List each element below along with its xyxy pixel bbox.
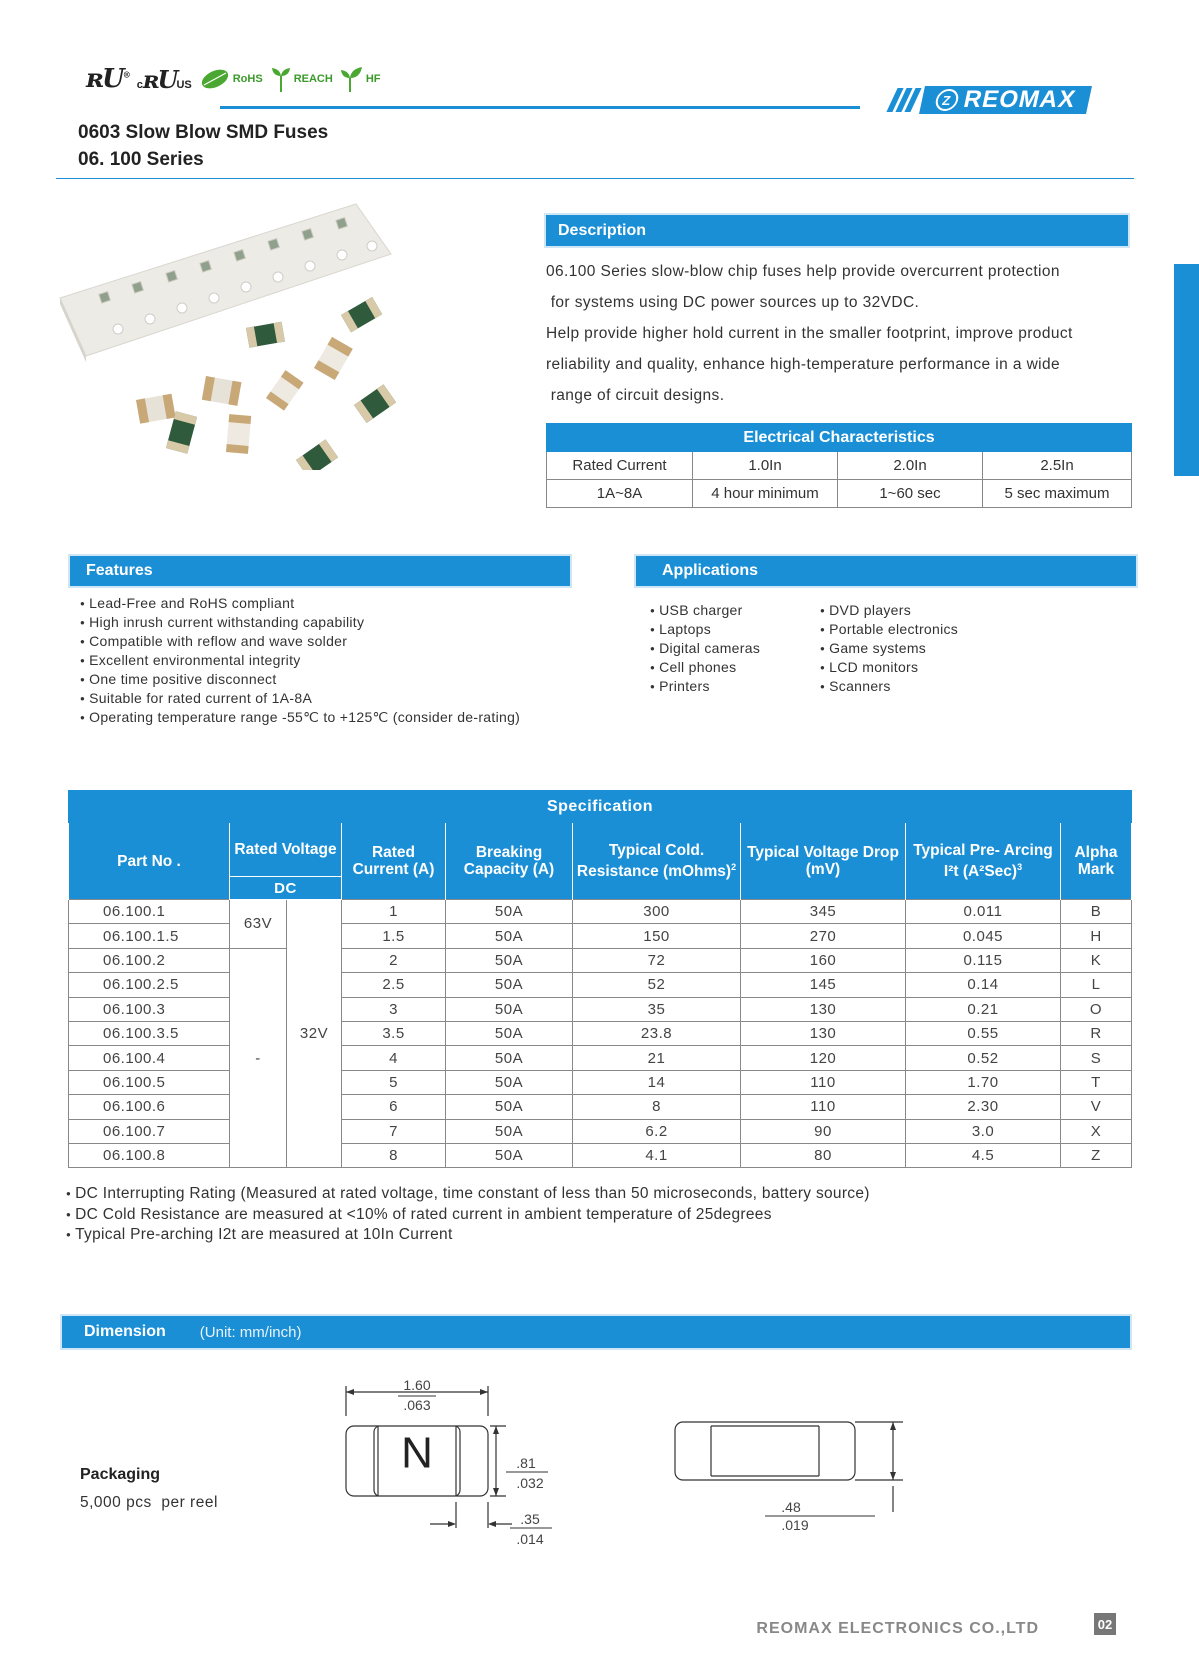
part-number: 06.100.2.5 xyxy=(69,973,230,997)
terminal-in: .014 xyxy=(516,1531,544,1547)
breaking-capacity: 50A xyxy=(446,1046,573,1070)
table-cell: 2.0In xyxy=(838,452,983,480)
description-line: for systems using DC power sources up to 32VDC. xyxy=(546,294,920,311)
alpha-mark: L xyxy=(1061,973,1132,997)
part-number: 06.100.7 xyxy=(69,1119,230,1143)
pre-arcing: 0.045 xyxy=(906,924,1061,948)
packaging-label: Packaging xyxy=(80,1466,161,1483)
rated-current: 5 xyxy=(342,1070,446,1094)
product-photo xyxy=(56,200,416,470)
part-number: 06.100.2 xyxy=(69,948,230,972)
voltage-drop: 120 xyxy=(741,1046,906,1070)
col-pre-arcing xyxy=(906,823,1061,900)
pre-arcing: 0.21 xyxy=(906,997,1061,1021)
cold-resistance: 14 xyxy=(573,1070,741,1094)
hf-logo: HF xyxy=(341,66,381,92)
list-item: ● Printers xyxy=(650,677,760,696)
list-item: ● Operating temperature range -55℃ to +125℃ (consider de-rating) xyxy=(80,708,520,727)
part-number: 06.100.1.5 xyxy=(69,924,230,948)
cold-resistance: 300 xyxy=(573,900,741,924)
rated-current: 8 xyxy=(342,1143,446,1167)
certification-logos xyxy=(86,62,380,96)
brand-mark: Z xyxy=(933,89,960,111)
alpha-mark: K xyxy=(1061,948,1132,972)
description-line: range of circuit designs. xyxy=(546,387,725,404)
breaking-capacity: 50A xyxy=(446,1070,573,1094)
brand-box xyxy=(919,86,1092,114)
table-row xyxy=(69,1095,1132,1119)
list-item: ● DVD players xyxy=(820,601,958,620)
page-number: 02 xyxy=(1094,1613,1116,1635)
cul-logo: cʀUUS xyxy=(136,64,192,94)
note-item: ● DC Interrupting Rating (Measured at rated voltage, time constant of less than 50 microseconds, battery source) xyxy=(66,1184,870,1205)
table-row xyxy=(547,452,1132,480)
voltage-drop: 90 xyxy=(741,1119,906,1143)
breaking-capacity: 50A xyxy=(446,1143,573,1167)
list-item: ● Scanners xyxy=(820,677,958,696)
table-row xyxy=(69,1119,1132,1143)
pre-arcing: 0.14 xyxy=(906,973,1061,997)
alpha-mark: H xyxy=(1061,924,1132,948)
alpha-mark: O xyxy=(1061,997,1132,1021)
pre-arcing: 0.52 xyxy=(906,1046,1061,1070)
table-row xyxy=(69,924,1132,948)
list-item: ● Compatible with reflow and wave solder xyxy=(80,632,520,651)
header-rule xyxy=(220,106,860,109)
note-item: ● Typical Pre-arching I2t are measured at 10In Current xyxy=(66,1225,870,1246)
part-number: 06.100.4 xyxy=(69,1046,230,1070)
packaging-value: 5,000 pcs per reel xyxy=(80,1494,218,1511)
note-item: ● DC Cold Resistance are measured at <10% of rated current in ambient temperature of 25degrees xyxy=(66,1205,870,1226)
rated-current: 2.5 xyxy=(342,973,446,997)
voltage-drop: 110 xyxy=(741,1095,906,1119)
features-list xyxy=(80,594,520,727)
pre-arcing: 0.55 xyxy=(906,1021,1061,1045)
breaking-capacity: 50A xyxy=(446,997,573,1021)
electrical-characteristics-table xyxy=(546,423,1132,508)
part-number: 06.100.3 xyxy=(69,997,230,1021)
col-dc: DC xyxy=(230,877,342,900)
voltage-drop: 160 xyxy=(741,948,906,972)
alpha-mark: T xyxy=(1061,1070,1132,1094)
table-row xyxy=(69,900,1132,924)
breaking-capacity: 50A xyxy=(446,973,573,997)
footer-company: REOMAX ELECTRONICS CO.,LTD xyxy=(756,1620,1039,1637)
alpha-mark: S xyxy=(1061,1046,1132,1070)
length-in: .063 xyxy=(403,1397,431,1413)
list-item: ● One time positive disconnect xyxy=(80,670,520,689)
rated-current: 6 xyxy=(342,1095,446,1119)
specification-heading: Specification xyxy=(69,791,1132,823)
height-in: .019 xyxy=(781,1517,809,1532)
cold-resistance-sup: 2 xyxy=(731,861,737,872)
table-cell: 4 hour minimum xyxy=(693,480,838,508)
rated-current: 1 xyxy=(342,900,446,924)
voltage-32: 32V xyxy=(287,900,342,1168)
pre-arcing: 0.011 xyxy=(906,900,1061,924)
list-item: ● Suitable for rated current of 1A-8A xyxy=(80,689,520,708)
voltage-drop: 130 xyxy=(741,1021,906,1045)
specification-notes xyxy=(66,1184,870,1246)
rohs-logo: RoHS xyxy=(200,68,263,90)
rated-current: 3 xyxy=(342,997,446,1021)
voltage-drop: 270 xyxy=(741,924,906,948)
part-number: 06.100.3.5 xyxy=(69,1021,230,1045)
table-row xyxy=(69,973,1132,997)
table-row xyxy=(69,948,1132,972)
pre-arcing: 3.0 xyxy=(906,1119,1061,1143)
ul-logo: ʀU® xyxy=(86,64,129,94)
rated-current: 3.5 xyxy=(342,1021,446,1045)
series-title: 06. 100 Series xyxy=(78,149,204,170)
list-item: ● LCD monitors xyxy=(820,658,958,677)
terminal-mm: .35 xyxy=(520,1511,540,1527)
cold-resistance: 52 xyxy=(573,973,741,997)
list-item: ● Game systems xyxy=(820,639,958,658)
col-alpha-mark: Alpha Mark xyxy=(1061,823,1132,900)
applications-heading: Applications xyxy=(636,556,1136,586)
description-text xyxy=(546,256,1136,411)
table-cell: 1.0In xyxy=(693,452,838,480)
pre-arcing: 0.115 xyxy=(906,948,1061,972)
pre-arcing-sup: 3 xyxy=(1017,861,1023,872)
rated-current: 2 xyxy=(342,948,446,972)
voltage-drop: 345 xyxy=(741,900,906,924)
list-item: ● Cell phones xyxy=(650,658,760,677)
description-heading: Description xyxy=(546,215,1128,246)
brand-logo xyxy=(892,86,1089,114)
length-mm: 1.60 xyxy=(403,1377,431,1393)
table-row xyxy=(69,997,1132,1021)
alpha-mark: V xyxy=(1061,1095,1132,1119)
alpha-mark: X xyxy=(1061,1119,1132,1143)
table-cell: 1~60 sec xyxy=(838,480,983,508)
electrical-heading: Electrical Characteristics xyxy=(547,424,1132,452)
col-breaking-capacity: Breaking Capacity (A) xyxy=(446,823,573,900)
applications-list-2 xyxy=(820,601,958,696)
breaking-capacity: 50A xyxy=(446,924,573,948)
voltage-drop: 80 xyxy=(741,1143,906,1167)
carrier-tape xyxy=(60,204,391,362)
width-mm: .81 xyxy=(516,1455,536,1471)
applications-list-1 xyxy=(650,601,760,696)
alpha-mark: R xyxy=(1061,1021,1132,1045)
rated-current: 4 xyxy=(342,1046,446,1070)
description-line: Help provide higher hold current in the smaller footprint, improve product xyxy=(546,325,1073,342)
breaking-capacity: 50A xyxy=(446,1095,573,1119)
pre-arcing: 2.30 xyxy=(906,1095,1061,1119)
part-number: 06.100.8 xyxy=(69,1143,230,1167)
list-item: ● Portable electronics xyxy=(820,620,958,639)
cold-resistance: 35 xyxy=(573,997,741,1021)
list-item: ● High inrush current withstanding capability xyxy=(80,613,520,632)
breaking-capacity: 50A xyxy=(446,948,573,972)
dimension-unit: (Unit: mm/inch) xyxy=(199,1323,302,1341)
list-item: ● Excellent environmental integrity xyxy=(80,651,520,670)
dimension-heading xyxy=(62,1316,1130,1348)
cold-resistance: 150 xyxy=(573,924,741,948)
description-line: 06.100 Series slow-blow chip fuses help provide overcurrent protection xyxy=(546,263,1060,280)
top-view-drawing xyxy=(340,1372,600,1552)
col-part-no: Part No . xyxy=(69,823,230,900)
height-mm: .48 xyxy=(781,1499,801,1515)
voltage-drop: 110 xyxy=(741,1070,906,1094)
product-title: 0603 Slow Blow SMD Fuses xyxy=(78,122,329,143)
features-heading: Features xyxy=(70,556,570,586)
cold-resistance: 72 xyxy=(573,948,741,972)
alpha-mark: B xyxy=(1061,900,1132,924)
marking-letter: N xyxy=(401,1428,433,1478)
side-view-drawing xyxy=(665,1412,925,1532)
col-cold-resistance xyxy=(573,823,741,900)
brand-name: REOMAX xyxy=(960,86,1078,113)
alpha-mark: Z xyxy=(1061,1143,1132,1167)
rated-current: 1.5 xyxy=(342,924,446,948)
table-cell: 1A~8A xyxy=(547,480,693,508)
pre-arcing-label: Typical Pre- Arcing I²t (A²Sec) xyxy=(913,841,1053,881)
part-number: 06.100.1 xyxy=(69,900,230,924)
cold-resistance: 6.2 xyxy=(573,1119,741,1143)
dimension-title: Dimension xyxy=(84,1323,166,1340)
voltage-dash: - xyxy=(230,948,287,1168)
cold-resistance: 21 xyxy=(573,1046,741,1070)
list-item: ● Digital cameras xyxy=(650,639,760,658)
table-cell: 2.5In xyxy=(983,452,1132,480)
table-row xyxy=(69,1070,1132,1094)
voltage-63: 63V xyxy=(230,900,287,949)
table-row xyxy=(69,1021,1132,1045)
list-item: ● USB charger xyxy=(650,601,760,620)
pre-arcing: 1.70 xyxy=(906,1070,1061,1094)
voltage-drop: 130 xyxy=(741,997,906,1021)
cold-resistance: 8 xyxy=(573,1095,741,1119)
cold-resistance-label: Typical Cold. Resistance (mOhms) xyxy=(576,841,732,881)
list-item: ● Lead-Free and RoHS compliant xyxy=(80,594,520,613)
brand-slashes xyxy=(892,88,916,112)
part-number: 06.100.6 xyxy=(69,1095,230,1119)
side-tab xyxy=(1174,264,1199,476)
description-line: reliability and quality, enhance high-temperature performance in a wide xyxy=(546,356,1061,373)
table-row xyxy=(69,1143,1132,1167)
table-cell: Rated Current xyxy=(547,452,693,480)
part-number: 06.100.5 xyxy=(69,1070,230,1094)
table-row xyxy=(69,1046,1132,1070)
breaking-capacity: 50A xyxy=(446,1119,573,1143)
reach-logo: REACH xyxy=(271,66,333,92)
width-in: .032 xyxy=(516,1475,544,1491)
table-cell: 5 sec maximum xyxy=(983,480,1132,508)
cold-resistance: 23.8 xyxy=(573,1021,741,1045)
col-rated-current: Rated Current (A) xyxy=(342,823,446,900)
breaking-capacity: 50A xyxy=(446,1021,573,1045)
pre-arcing: 4.5 xyxy=(906,1143,1061,1167)
col-rated-voltage: Rated Voltage xyxy=(230,823,342,877)
breaking-capacity: 50A xyxy=(446,900,573,924)
title-divider xyxy=(56,178,1134,179)
list-item: ● Laptops xyxy=(650,620,760,639)
cold-resistance: 4.1 xyxy=(573,1143,741,1167)
table-row xyxy=(547,480,1132,508)
col-voltage-drop: Typical Voltage Drop (mV) xyxy=(741,823,906,900)
rated-current: 7 xyxy=(342,1119,446,1143)
specification-table xyxy=(68,790,1132,1168)
voltage-drop: 145 xyxy=(741,973,906,997)
